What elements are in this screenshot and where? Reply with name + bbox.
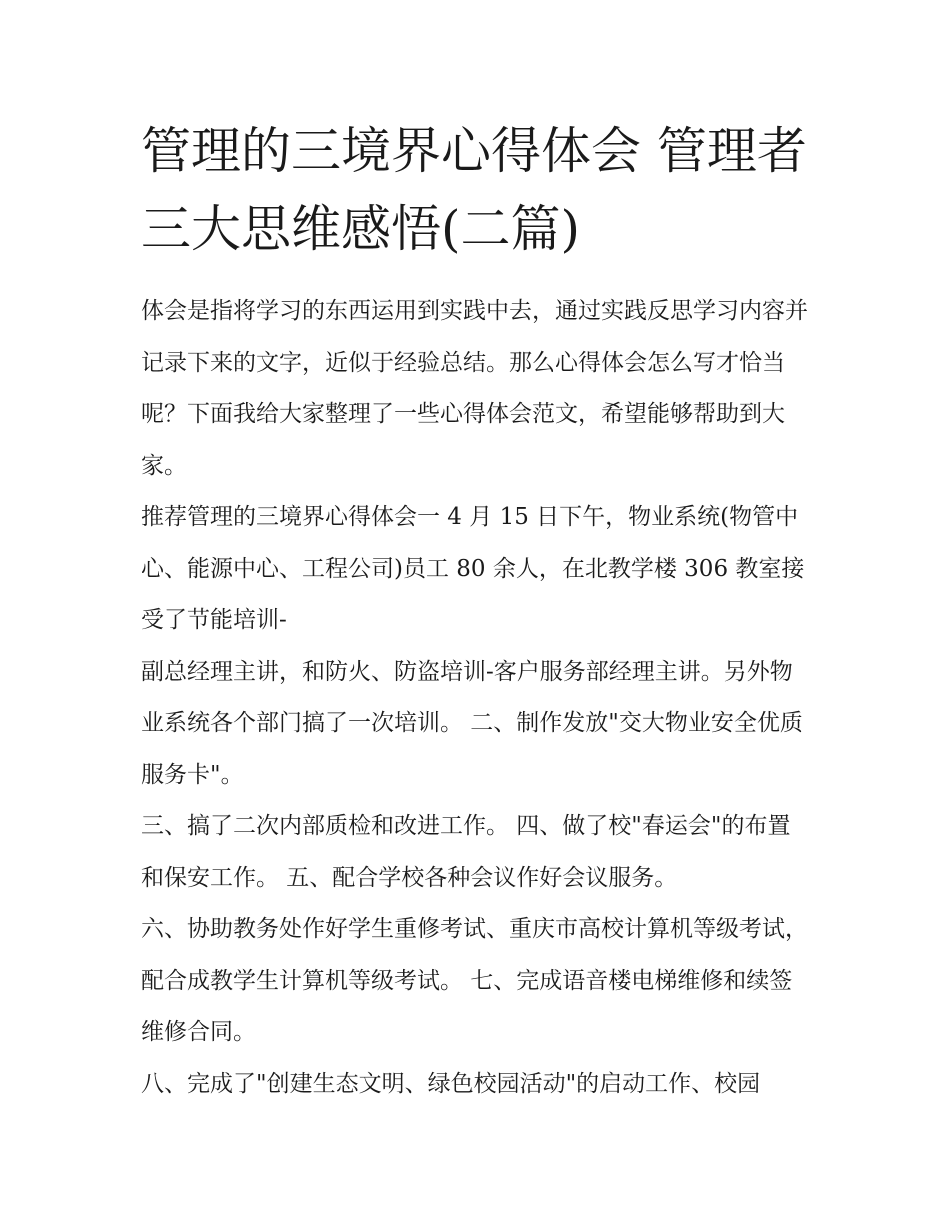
paragraph-6: 八、完成了"创建生态文明、绿色校园活动"的启动工作、校园 <box>141 1070 761 1097</box>
paragraph-5: 六、协助教务处作好学生重修考试、重庆市高校计算机等级考试，配合成教学生计算机等级考试。 七、完成语音楼电梯维修和续签维修合同。 <box>141 916 808 1045</box>
document-title: 管理的三境界心得体会 管理者三大思维感悟(二篇) <box>141 122 807 258</box>
paragraph-1: 体会是指将学习的东西运用到实践中去，通过实践反思学习内容并记录下来的文字，近似于经验总结。那么心得体会怎么写才恰当呢？下面我给大家整理了一些心得体会范文，希望能够帮助到大家。 <box>141 298 808 479</box>
paragraph-4: 三、搞了二次内部质检和改进工作。 四、做了校"春运会"的布置和保安工作。 五、配合学校各种会议作好会议服务。 <box>141 813 791 891</box>
paragraph-3: 副总经理主讲，和防火、防盗培训-客户服务部经理主讲。另外物业系统各个部门搞了一次培训。 二、制作发放"交大物业安全优质服务卡"。 <box>141 658 803 788</box>
paragraph-2: 推荐管理的三境界心得体会一 4 月 15 日下午，物业系统(物管中心、能源中心、工程公司)员工 80 余人，在北教学楼 306 教室接受了节能培训- <box>141 504 805 633</box>
document-page <box>141 112 813 1110</box>
